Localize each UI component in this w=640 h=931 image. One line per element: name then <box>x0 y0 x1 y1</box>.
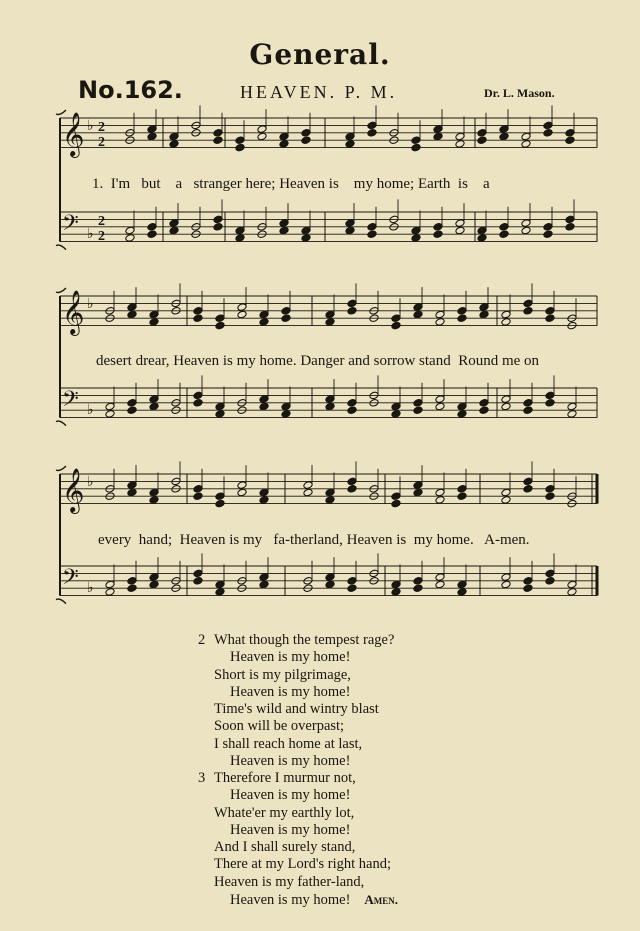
verse-line: Time's wild and wintry blast <box>214 701 379 718</box>
note-head <box>523 584 533 593</box>
note-head <box>545 307 555 316</box>
verse-3 <box>198 770 398 909</box>
note-head <box>169 140 179 149</box>
note-head <box>259 496 269 505</box>
note-head <box>367 121 377 130</box>
note-head <box>235 143 245 152</box>
note-head <box>567 588 577 597</box>
note-head <box>259 580 269 589</box>
note-head <box>411 226 421 235</box>
note-head <box>301 129 311 138</box>
note-head <box>411 143 421 152</box>
note-head <box>149 395 159 404</box>
note-head <box>521 132 531 141</box>
flat-icon: ♭ <box>87 580 94 596</box>
verse-line: Heaven is my father-land, <box>214 873 365 890</box>
note-head <box>565 223 575 232</box>
note-head <box>149 488 159 497</box>
verse-line: Whate'er my earthly lot, <box>214 804 355 821</box>
verse-line: Heaven is my home! <box>230 787 351 804</box>
note-head <box>413 488 423 497</box>
note-head <box>391 492 401 501</box>
note-head <box>347 477 357 486</box>
note-head <box>193 391 203 400</box>
bass-clef-icon: 𝄢 <box>62 211 79 241</box>
note-head <box>215 410 225 419</box>
composer: Dr. L. Mason. <box>484 86 555 100</box>
note-head <box>127 577 137 586</box>
note-head <box>125 234 135 243</box>
lyric-line-3: every hand; Heaven is my fa-therland, Heaven is my home. A-men. <box>98 532 530 548</box>
note-head <box>259 310 269 319</box>
flat-icon: ♭ <box>87 226 94 242</box>
note-head <box>149 580 159 589</box>
note-head <box>105 588 115 597</box>
note-head <box>545 492 555 501</box>
note-head <box>303 488 313 497</box>
note-head <box>499 125 509 134</box>
bass-clef-icon: 𝄢 <box>62 565 79 595</box>
verse-2 <box>198 632 394 770</box>
note-head <box>215 580 225 589</box>
note-head <box>237 488 247 497</box>
note-head <box>521 226 531 235</box>
note-head <box>457 485 467 494</box>
note-head <box>193 485 203 494</box>
note-head <box>215 402 225 411</box>
note-head <box>543 230 553 239</box>
note-head <box>521 219 531 228</box>
note-head <box>457 307 467 316</box>
note-head <box>455 219 465 228</box>
note-head <box>545 485 555 494</box>
note-head <box>565 215 575 224</box>
note-head <box>433 132 443 141</box>
note-head <box>435 310 445 319</box>
note-head <box>193 307 203 316</box>
note-head <box>347 299 357 308</box>
note-head <box>215 314 225 323</box>
verse-line: Heaven is my home! <box>230 683 351 700</box>
note-head <box>523 485 533 494</box>
note-head <box>193 569 203 578</box>
note-head <box>499 230 509 239</box>
note-head <box>147 230 157 239</box>
note-head <box>213 215 223 224</box>
note-head <box>213 223 223 232</box>
note-head <box>235 226 245 235</box>
note-head <box>545 314 555 323</box>
note-head <box>413 481 423 490</box>
note-head <box>105 580 115 589</box>
note-head <box>479 399 489 408</box>
note-head <box>411 234 421 243</box>
verse-line: 2 What though the tempest rage? <box>198 632 395 648</box>
note-head <box>259 402 269 411</box>
note-head <box>325 395 335 404</box>
note-head <box>147 132 157 141</box>
note-head <box>435 488 445 497</box>
note-head <box>543 121 553 130</box>
note-head <box>391 314 401 323</box>
note-head <box>479 310 489 319</box>
note-head <box>279 132 289 141</box>
note-head <box>149 496 159 505</box>
time-signature-bottom: 2 <box>98 229 105 244</box>
note-head <box>435 496 445 505</box>
note-head <box>213 129 223 138</box>
note-head <box>325 573 335 582</box>
note-head <box>237 310 247 319</box>
note-head <box>477 136 487 145</box>
note-head <box>457 314 467 323</box>
flat-icon: ♭ <box>87 118 94 134</box>
note-head <box>345 132 355 141</box>
verse-line: Heaven is my home! <box>230 753 351 770</box>
note-head <box>301 226 311 235</box>
note-head <box>457 410 467 419</box>
note-head <box>455 132 465 141</box>
note-head <box>367 129 377 138</box>
note-head <box>125 226 135 235</box>
note-head <box>257 132 267 141</box>
note-head <box>477 234 487 243</box>
note-head <box>501 318 511 327</box>
note-head <box>523 406 533 415</box>
note-head <box>435 573 445 582</box>
note-head <box>193 492 203 501</box>
note-head <box>301 234 311 243</box>
note-head <box>565 136 575 145</box>
note-head <box>457 588 467 597</box>
note-head <box>147 125 157 134</box>
verse-line: There at my Lord's right hand; <box>214 856 391 873</box>
note-head <box>413 584 423 593</box>
note-head <box>501 496 511 505</box>
note-head <box>281 410 291 419</box>
note-head <box>413 577 423 586</box>
treble-clef-icon: 𝄞 <box>62 290 85 334</box>
note-head <box>169 132 179 141</box>
note-head <box>347 584 357 593</box>
note-head <box>279 219 289 228</box>
note-head <box>391 588 401 597</box>
verse-number: 2 <box>198 632 206 648</box>
note-head <box>435 580 445 589</box>
note-head <box>391 402 401 411</box>
note-head <box>567 580 577 589</box>
note-head <box>413 399 423 408</box>
note-head <box>127 310 137 319</box>
note-head <box>281 314 291 323</box>
note-head <box>193 314 203 323</box>
verse-number: 3 <box>198 770 206 786</box>
note-head <box>325 488 335 497</box>
verse-line: 3 Therefore I murmur not, <box>198 770 356 786</box>
note-head <box>347 406 357 415</box>
note-head <box>501 402 511 411</box>
note-head <box>523 577 533 586</box>
note-head <box>521 140 531 149</box>
lyric-line-1: 1. I'm but a stranger here; Heaven is my home; Earth is a <box>92 176 490 192</box>
note-head <box>193 399 203 408</box>
note-head <box>281 402 291 411</box>
note-head <box>545 577 555 586</box>
note-head <box>413 310 423 319</box>
note-head <box>169 219 179 228</box>
verse-line: Short is my pilgrimage, <box>214 666 351 683</box>
verse-line: Heaven is my home! <box>230 821 351 838</box>
note-head <box>477 129 487 138</box>
note-head <box>477 226 487 235</box>
note-head <box>235 234 245 243</box>
note-head <box>391 580 401 589</box>
note-head <box>565 129 575 138</box>
note-head <box>543 129 553 138</box>
note-head <box>523 299 533 308</box>
verse-line: Heaven is my home! Amen. <box>230 892 399 909</box>
note-head <box>457 492 467 501</box>
note-head <box>479 303 489 312</box>
note-head <box>391 410 401 419</box>
note-head <box>127 481 137 490</box>
hymn-number: No.162. <box>78 76 183 104</box>
verse-line: I shall reach home at last, <box>214 735 363 752</box>
note-head <box>433 223 443 232</box>
note-head <box>237 303 247 312</box>
note-head <box>435 402 445 411</box>
note-head <box>301 136 311 145</box>
note-head <box>259 488 269 497</box>
verse-line: And I shall surely stand, <box>214 839 356 856</box>
note-head <box>215 492 225 501</box>
note-head <box>105 402 115 411</box>
note-head <box>499 223 509 232</box>
note-head <box>237 481 247 490</box>
note-head <box>325 580 335 589</box>
note-head <box>325 310 335 319</box>
note-head <box>345 226 355 235</box>
note-head <box>347 307 357 316</box>
note-head <box>325 318 335 327</box>
time-signature-top: 2 <box>98 214 105 229</box>
note-head <box>501 573 511 582</box>
bracket-hook <box>56 599 66 604</box>
note-head <box>523 307 533 316</box>
note-head <box>235 136 245 145</box>
note-head <box>347 577 357 586</box>
note-head <box>523 477 533 486</box>
note-head <box>127 584 137 593</box>
note-head <box>523 399 533 408</box>
note-head <box>127 406 137 415</box>
note-head <box>501 580 511 589</box>
note-head <box>433 125 443 134</box>
flat-icon: ♭ <box>87 402 94 418</box>
note-head <box>213 136 223 145</box>
note-head <box>345 140 355 149</box>
note-head <box>435 395 445 404</box>
note-head <box>457 402 467 411</box>
note-head <box>345 219 355 228</box>
note-head <box>545 399 555 408</box>
note-head <box>259 318 269 327</box>
note-head <box>259 395 269 404</box>
note-head <box>455 226 465 235</box>
note-head <box>457 580 467 589</box>
note-head <box>391 321 401 330</box>
note-head <box>455 140 465 149</box>
treble-clef-icon: 𝄞 <box>62 112 85 156</box>
note-head <box>257 125 267 134</box>
note-head <box>127 399 137 408</box>
note-head <box>279 140 289 149</box>
note-head <box>149 318 159 327</box>
note-head <box>149 573 159 582</box>
note-head <box>215 588 225 597</box>
note-head <box>391 499 401 508</box>
bracket-hook <box>56 421 66 426</box>
note-head <box>435 318 445 327</box>
note-head <box>215 499 225 508</box>
note-head <box>567 402 577 411</box>
note-head <box>215 321 225 330</box>
note-head <box>259 573 269 582</box>
note-head <box>545 391 555 400</box>
note-head <box>501 488 511 497</box>
note-head <box>325 402 335 411</box>
bass-clef-icon: 𝄢 <box>62 387 79 417</box>
note-head <box>501 310 511 319</box>
time-signature-top: 2 <box>98 120 105 135</box>
note-head <box>303 481 313 490</box>
note-head <box>347 485 357 494</box>
time-signature-bottom: 2 <box>98 135 105 150</box>
note-head <box>127 488 137 497</box>
note-head <box>169 226 179 235</box>
note-head <box>367 230 377 239</box>
note-head <box>325 496 335 505</box>
note-head <box>411 136 421 145</box>
note-head <box>433 230 443 239</box>
note-head <box>545 569 555 578</box>
verse-line: Heaven is my home! <box>230 649 351 666</box>
note-head <box>567 410 577 419</box>
note-head <box>543 223 553 232</box>
note-head <box>479 406 489 415</box>
section-title: General. <box>249 38 391 71</box>
note-head <box>413 303 423 312</box>
flat-icon: ♭ <box>87 474 94 490</box>
amen-mark: Amen. <box>364 892 399 908</box>
note-head <box>279 226 289 235</box>
note-head <box>367 223 377 232</box>
note-head <box>347 399 357 408</box>
note-head <box>501 395 511 404</box>
bracket-hook <box>56 245 66 250</box>
flat-icon: ♭ <box>87 296 94 312</box>
verse-line: Soon will be overpast; <box>214 718 345 735</box>
note-head <box>499 132 509 141</box>
note-head <box>281 307 291 316</box>
note-head <box>149 402 159 411</box>
note-head <box>149 310 159 319</box>
note-head <box>147 223 157 232</box>
note-head <box>127 303 137 312</box>
treble-clef-icon: 𝄞 <box>62 468 85 512</box>
note-head <box>105 410 115 419</box>
lyric-line-2: desert drear, Heaven is my home. Danger and sorrow stand Round me on <box>96 353 540 369</box>
note-head <box>193 577 203 586</box>
tune-name: HEAVEN. P. M. <box>240 82 398 102</box>
note-head <box>413 406 423 415</box>
